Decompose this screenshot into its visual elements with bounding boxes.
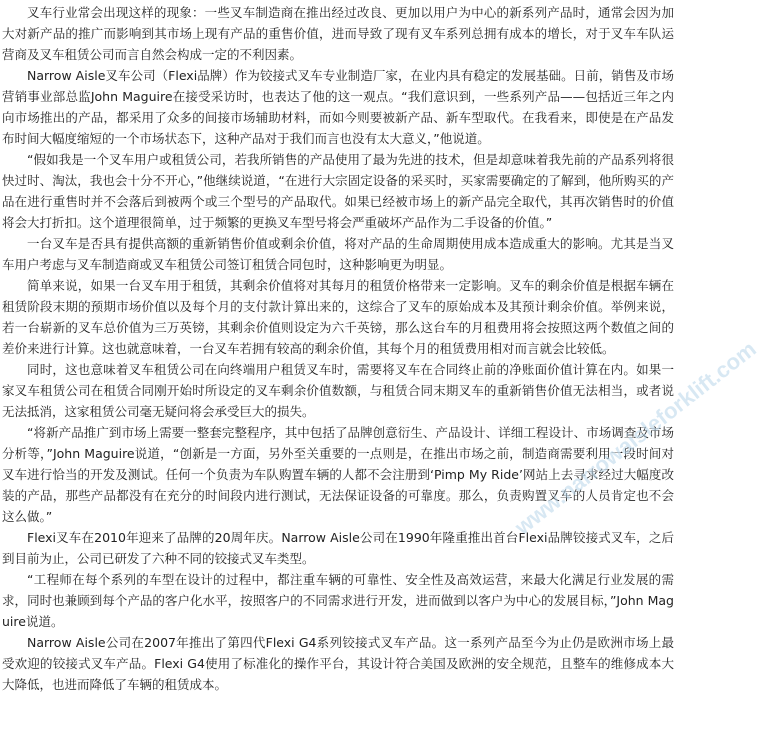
article-paragraph-6: 同时，这也意味着叉车租赁公司在向终端用户租赁叉车时，需要将叉车在合同终止前的净账面价值计算在内。如果一家叉车租赁公司在租赁合同刚开始时所设定的叉车剩余价值数额，与租赁合同末期叉车的重新销售价值无法相当，或者说无法抵消，这家租赁公司毫无疑问将会承受巨大的损失。 [2,362,674,419]
article-paragraph-7: “将新产品推广到市场上需要一整套完整程序，其中包括了品牌创意衍生、产品设计、详细工程设计、市场调查及市场分析等，”John Maguire说道，“创新是一方面，另外至关重要的一点则是，在推出市场之前，制造商需要利用一段时间对叉车进行恰当的开发及测试。任何一个负责为车队购置车辆的人都不会注册到‘Pimp My Ride’网站上去寻求经过大幅度改装的产品，那些产品都没有在充分的时间段内进行测试，无法保证设备的可靠度。那么，负责购置叉车的人员肯定也不会这么做。” [2,425,674,524]
article-paragraph-9: “工程师在每个系列的车型在设计的过程中，都注重车辆的可靠性、安全性及高效运营，来最大化满足行业发展的需求，同时也兼顾到每个产品的客户化水平，按照客户的不同需求进行开发，进而做到以客户为中心的发展目标，”John Maguire说道。 [2,572,674,629]
article-paragraph-2: Narrow Aisle叉车公司（Flexi品牌）作为铰接式叉车专业制造厂家，在业内具有稳定的发展基础。日前，销售及市场营销事业部总监John Maguire在接受采访时，也表达了他的这一观点。“我们意识到，一些系列产品——包括近三年之内向市场推出的产品，都采用了众多的间接市场辅助材料，而如今则要被新产品、新车型取代。在我看来，即使是在产品发布时间大幅度缩短的一个市场状态下，这种产品对于我们而言也没有太大意义，”他说道。 [2,68,674,146]
article-paragraph-8: Flexi叉车在2010年迎来了品牌的20周年庆。Narrow Aisle公司在1990年隆重推出首台Flexi品牌铰接式叉车，之后到目前为止，公司已研发了六种不同的铰接式叉车类型。 [2,530,674,566]
article-paragraph-4: 一台叉车是否具有提供高额的重新销售价值或剩余价值，将对产品的生命周期使用成本造成重大的影响。尤其是当叉车用户考虑与叉车制造商或叉车租赁公司签订租赁合同包时，这种影响更为明显。 [2,236,674,272]
article-paragraph-1: 叉车行业常会出现这样的现象：一些叉车制造商在推出经过改良、更加以用户为中心的新系列产品时，通常会因为加大对新产品的推广而影响到其市场上现有产品的重售价值，进而导致了现有叉车系列总拥有成本的增长，对于叉车车队运营商及叉车租赁公司而言自然会构成一定的不利因素。 [2,5,674,62]
article-paragraph-5: 简单来说，如果一台叉车用于租赁，其剩余价值将对其每月的租赁价格带来一定影响。叉车的剩余价值是根据车辆在租赁阶段末期的预期市场价值以及每个月的支付款计算出来的，这综合了叉车的原始成本及其预计剩余价值。举例来说，若一台崭新的叉车总价值为三万英镑，其剩余价值则设定为六千英镑，那么这台车的月租费用将会按照这两个数值之间的差价来进行计算。这也就意味着，一台叉车若拥有较高的剩余价值，其每个月的租赁费用相对而言就会比较低。 [2,278,674,356]
watermark: www.narrowaisleforklift.com [510,336,761,540]
article-paragraph-3: “假如我是一个叉车用户或租赁公司，若我所销售的产品使用了最为先进的技术，但是却意味着我先前的产品系列将很快过时、淘汰，我也会十分不开心，”他继续说道，“在进行大宗固定设备的采买时，买家需要确定的了解到，他所购买的产品在进行重售时并不会落后到被两个或三个型号的产品取代。如果已经被市场上的新产品完全取代，其再次销售时的价值将会大打折扣。这个道理很简单，过于频繁的更换叉车型号将会严重破坏产品作为二手设备的价值。” [2,152,674,230]
article-paragraph-10: Narrow Aisle公司在2007年推出了第四代Flexi G4系列铰接式叉车产品。这一系列产品至今为止仍是欧洲市场上最受欢迎的铰接式叉车产品。Flexi G4使用了标准化的操作平台，其设计符合美国及欧洲的安全规范，且整车的维修成本大大降低，也进而降低了车辆的租赁成本。 [2,635,674,692]
